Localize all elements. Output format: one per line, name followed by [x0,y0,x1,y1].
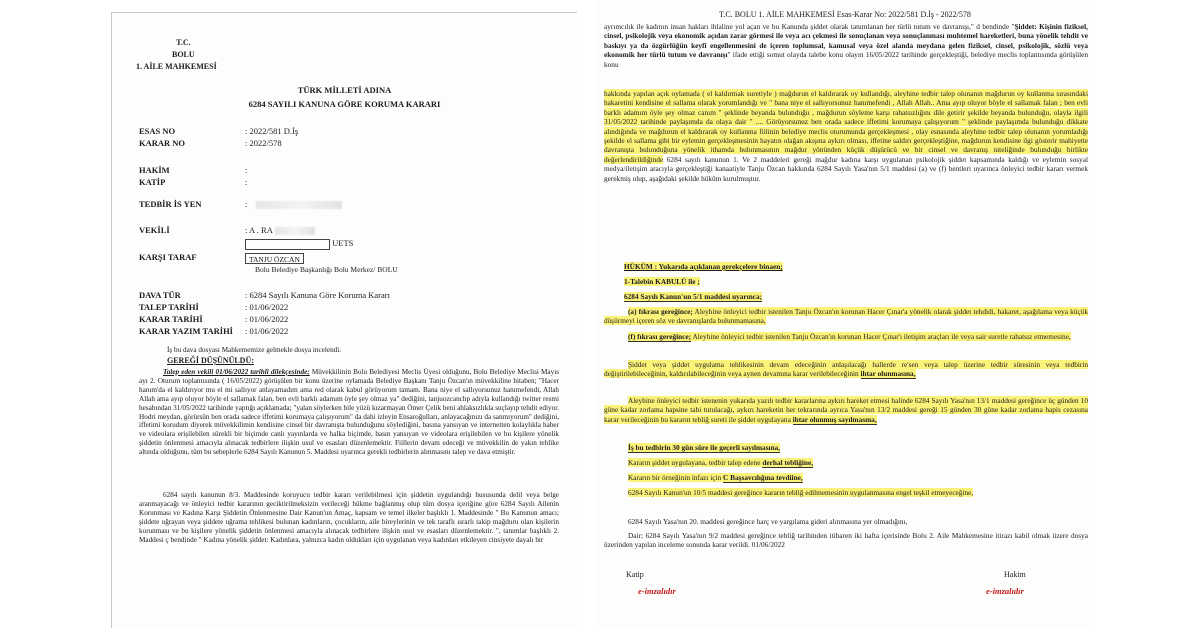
karar-row [139,138,569,149]
measure-a-lead: (a) fıkrası gereğince; [628,307,693,316]
highlighted-evaluation: hakkında yapılan açık oylamada ( el kaldırmak suretiyle ) mağdurun el kaldırarak oy kullandığı, aleyhine tedbir talep olunanın mağdurun oy kullanma sırasındaki hakaretini kendisine el sallama olarak yorumlandığı ve " bana niye el sallıyorsunuz hanımefendi , Allah Allah.. Ama ayıp oluyor böyle el sallamak falan ; ben evli barklı adamım öyle şey olmaz canım " şeklinde beyanda bulunduğu , mağdurun söyleme karşı rahatsızlığını dile getirir şekilde beyanda bulunduğu, olayla ilgili 31/05/2022 tarihinde paylaşımda da olaya dair " .... Görüyorsunuz ben orada sadece iffetimi korumaya çalışıyorum " şeklinde paylaşımda bulunduğu dikkate alındığında ve mağdurun el kaldırarak oy kullanma fiilinin belediye meclis oturumunda gerçekleşmesi , olay esnasında aleyhine tedbir talep olunanın yorumladığı şekilde el sallama gibi bir eylemin gerçekleşmesinin hayatın olağan akışına aykırı olması, iffetine saldırı gerçekleştiğine, mağdurun kendisine ilgi gösterir mahiyette davranışta bulunduğuna yönelik ithamda bulunmasının mağdur yönünden küçük düşürücü ve bir cinsel ve davranış niteliğinde bulunduğu birlikte değerlendirildiğinde [604,89,1088,164]
katip-row [139,177,569,188]
uets-row [245,238,577,250]
madde-line: 6284 Sayılı Kanun'un 5/1 maddesi uyarınca; [624,292,763,301]
measure-f [604,332,1088,341]
article-10-5-paragraph: 6284 Sayılı Kanun'un 10/5 maddesi gereğince kararın tebliğ edilmemesinin uygulanmasına engel teşkil etmeyeceğine, [628,488,974,497]
continuation-paragraph: Şiddet veya şiddet uygulama tehlikesinin devam edeceğinin anlaşılacağı hallerde re'sen veya talep üzerine tedbir süresinin veya tedbirin değiştirilebileceğinin, kaldırılabileceğinin veya aynen devamına karar verilebileceğinin ihtar olunmasına, [604,360,1088,379]
court-line-tc: T.C. [176,38,191,47]
decision-subtitle: 6284 SAYILI KANUNA GÖRE KORUMA KARARI [248,99,441,109]
karar-tarihi-label: KARAR TARİHİ [139,314,203,324]
karsi-taraf-value: TANJU ÖZCAN [245,253,304,264]
definitions-paragraph: ayrımcılık ile kadının insan hakları ihlaline yol açan ve bu Kanunda şiddet olarak tanımlanan her türlü tutum ve davranışı," d bendinde "Şiddet: Kişinin fiziksel, cinsel, psikolojik veya ekonomik açıdan zarar görmesi ile veya acı çekmesi ile sonuçlanan veya sonuçlanması muhtemel hareketleri, buna yönelik tehdit ve baskıyı ya da özgürlüğün keyfî engellenmesini de içeren toplumsal, kamusal veya özel alanda meydana gelen fiziksel, cinsel, psikolojik, sözlü veya ekonomik her türlü tutum ve davranışı" ifade ettiği somut olayda talebe konu olayın 16/05/2022 tarihinde gerçekleştiği, belediye meclis toplantısında görüşülen konu [604,22,1089,69]
karsi-taraf-label: KARŞI TARAF [139,252,197,262]
yazim-tarihi-value: : 01/06/2022 [245,326,289,336]
warning-1: ihtar olunmasına, [860,369,916,379]
esas-label: ESAS NO [139,126,176,136]
paragraph-2 [139,491,559,544]
redacted-name [256,201,342,209]
prosecutor-line: Kararın bir örneğinin infazı için C Başsavcılığına tevdiine, [628,473,803,482]
paragraph-2-body: 6284 sayılı kanunun 8/3. Maddesinde koruyucu tedbir kararı verilebilmesi için şiddetin uygulandığı hususunda delil veya belge aranmayacağı ve önleyici tedbir kararının geciktirilmeksizin verileceği hükme bağlanmış olup tüm dosya içeriğine göre 6284 Sayılı Ailenin Korunması ve Kadına Karşı Şiddetin Önlenmesine Dair Kanun'un Amaç, kapsam ve temel ilkeler başlıklı 1. Maddesinde " Bu Kanunun amacı; şiddete uğrayan veya şiddete uğrama tehlikesi bulunan kadınların, çocukların, aile bireylerinin ve tek taraflı ısrarlı takip mağduru olan kişilerin korunması ve bu kişilere yönelik şiddetin önlenmesi amacıyla alınacak tedbirlere ilişkin usul ve esasları düzenlemektir. ", tanımlar başlıklı 2. Maddesi ç bendinde " Kadına yönelik şiddet: Kadınlara, yalnızca kadın oldukları için uygulanan veya kadınları etkileyen cinsiyete dayalı bir [139,491,559,544]
redacted-uets-box [245,239,330,250]
hakim-row [139,165,569,176]
esas-value: : 2022/581 D.İş [245,126,299,136]
karsi-taraf-address: Bolu Belediye Başkanlığı Bolu Merkez/ BOLU [255,265,398,274]
talep-eden-label: TEDBİR İS YEN [139,199,202,209]
vekil-label: VEKİLİ [139,225,170,235]
vekil-row [139,225,569,236]
karar-value: : 2022/578 [245,138,282,148]
decision-page-1 [111,12,577,628]
katip-signature-label: Katip [626,570,644,579]
paragraph-1-body: Müvekkilinin Bolu Belediyesi Meclis Üyesi olduğunu, Bolu Belediye Meclisi Mayıs ayı 2. Oturum toplantısında ( 16/05/2022) görüşülen bir konu üzerine oylamada Belediye Başkanı Tanju Özcan'ın müvekkiline hitaben; "Hacer hanım'da el kaldırıyor mu el mi sallıyor anlayamadım ama red olarak kabul görüyorum tamam. Bana niye el sallıyorsunuz hanımefendi, Allah Allah ama ayıp oluyor böyle el sallamak falan, ben evli barklı adamım öyle şey olmaz ya" dediğini, tanjuozcanchp adıyla kullandığı twitter resmi hesabından 31/05/2022 tarihinde yaptığı açıklamada; "yalan söylerken bile yüzü kızarmayan Ömer Çelik beni ahlaksızlıkla suçlayıp tehdit ediyor. Hodri meydan, görürsün ben orada sadece iffetimi korumaya çalışıyorum" da dahi izleyin Ensaroğulları, anlayacağınızı da sanmıyorum" dediğini, iffetimi korudum diyerek müvekkilimin kendisine cinsel bir davranışta bulunduğunu söylediğini, basına yansıyan ve internetten kolaylıkla haber ve videolara erişilebilen sürekli bir biçimde canlı yayınlarda ve halka biçimde, basın yansıyan ve videolara erişilebilen ve bu kişilere yönelik şiddetin önlenmesi amacıyla alınacak tedbirlere ilişkin usul ve esasları düzenlemektir. Fiillerin devam edeceği ve müvekkilin de yakın tehlike altında olduğunu, tüm bu sebeplerle 6284 Sayılı Kanunun 5. Maddesi uyarınca gerekli tedbirlerin alınmasını talep ve dava etmiştir. [139,368,559,457]
measure-a-text: Aleyhine önleyici tedbir istenilen Tanju Özcan'ın korunan Hacer Çınar'a yönelik olarak şiddet tehdidi, hakaret, aşağılama veya küçük düşürmeyi içeren söz ve davranışlarda bulunmamasına, [604,307,1088,326]
redacted-lawyer [275,227,315,235]
hakim-signature-label: Hakim [1004,570,1026,579]
page-2-header: T.C. BOLU 1. AİLE MAHKEMESİ Esas-Karar No: 2022/581 D.İş - 2022/578 [719,10,971,19]
notification-line: Kararın şiddet uygulayana, tedbir talep edene derhal tebliğine, [628,458,814,467]
intro-text: İş bu dava dosyası Mahkememize gelmekle dosya incelendi. [167,346,342,354]
fees-paragraph: 6284 Sayılı Yasa'nın 20. maddesi gereğince harç ve yargılama gideri alınmasına yer olmadığını, [628,517,908,526]
uets-label: UETS [332,238,354,248]
dava-value: : 6284 Sayılı Kanuna Göre Koruma Kararı [245,290,390,300]
hakim-e-signature: e-imzalıdır [986,586,1024,596]
esas-row [139,126,569,137]
measure-a [604,307,1088,326]
prosecutor-referral: C Başsavcılığına tevdiine, [723,473,803,482]
hakim-value: : [245,165,248,175]
appeal-paragraph: Dair; 6284 Sayılı Yasa'nın 9/2 maddesi gereğince tebliğ tarihinden itibaren iki hafta içerisinde Bolu 2. Aile Mahkemesine itirazı kabil olmak üzere dosya üzerinden yapılan inceleme sonunda karar verildi. 01/06/2022 [604,531,1088,550]
immediate-notification: derhal tebliğine, [762,458,814,467]
karar-label: KARAR NO [139,138,186,148]
katip-label: KATİP [139,177,166,187]
talep-tarihi-label: TALEP TARİHİ [139,302,199,312]
measure-f-text: Aleyhine önleyici tedbir istenilen Tanju Özcan'ın korunan Hacer Çınar'ı iletişim araçları ile veya sair suretle rahatsız etmemesine, [691,332,1071,341]
court-line-name: 1. AİLE MAHKEMESİ [136,62,217,71]
hukum-heading: HÜKÜM : Yukarıda açıklanan gerekçelere binaen; [624,262,783,271]
katip-e-signature: e-imzalıdır [638,586,676,596]
hakim-label: HAKİM [139,165,170,175]
decision-title: TÜRK MİLLETİ ADINA [297,85,392,95]
measure-f-lead: (f) fıkrası gereğince; [628,332,692,341]
karar-tarihi-row [139,314,569,325]
yazim-tarihi-row [139,326,569,337]
vekil-value: : A . RA [245,225,273,235]
evaluation-paragraph [604,89,1088,183]
evaluation-conclusion: 6284 sayılı kanunun 1. Ve 2 maddeleri gereği mağdur kadına karşı uygulanan psikolojik şiddet kapsamında kaldığı ve eylemin sosyal medya/iletişim aracıyla gerçekleştiği kanaatiyle Tanju Özcan hakkında 6284 Sayılı Yasa'nın 5/1 maddesi (a) ve (f) bentleri uyarınca önleyici tedbir kararı vermek gerekmiş olup, aşağıdaki şekilde hüküm kurulmuştur. [604,154,1088,183]
karar-tarihi-value: : 01/06/2022 [245,314,289,324]
dava-row [139,290,569,301]
kabul-line: 1-Talebin KABULÜ ile ; [624,277,700,286]
karsi-taraf-row [139,252,569,264]
penalty-paragraph: Aleyhine önleyici tedbir istenenin yukarıda yazılı tedbir kararlarına aykırı hareket etmesi halinde 6284 Sayılı Yasa'nın 13/1 maddesi gereğince üç günden 10 güne kadar zorlama hapsine tabi tutulacağı, aykırı hareketin her tekrarında ayrıca Yasa'nın 13/2 maddesi gereği 15 günden 30 güne kadar zorlama hapis cezasına karar verileceğinin bu kararın tebliğ sureti ile şiddet uygulayana ihtar olunmuş sayılmasına, [604,396,1088,424]
gerekce-heading: GEREĞİ DÜŞÜNÜLDÜ: [167,356,254,365]
warning-2: ihtar olunmuş sayılmasına, [792,414,877,424]
decision-page-2 [596,0,1094,628]
duration-line: İş bu tedbirin 30 gün süre ile geçerli sayılmasına, [628,443,781,452]
violence-definition: Şiddet: Kişinin fiziksel, cinsel, psikolojik veya ekonomik açıdan zarar görmesi ile veya acı çekmesi ile sonuçlanan veya sonuçlanması muhtemel hareketleri, buna yönelik tehdit ve baskıyı ya da özgürlüğün keyfî engellenmesini de içeren toplumsal, kamusal veya özel alanda meydana gelen fiziksel, cinsel, psikolojik, sözlü veya ekonomik her türlü tutum ve davranışı [604,22,1088,60]
yazim-tarihi-label: KARAR YAZIM TARİHİ [139,326,233,336]
talep-eden-row [139,199,569,210]
talep-tarihi-value: : 01/06/2022 [245,302,289,312]
court-header [136,37,217,73]
paragraph-1 [139,368,559,457]
talep-tarihi-row [139,302,569,313]
paragraph-1-lead: Talep eden vekili 01/06/2022 tarihli dilekçesinde; [163,368,310,376]
dava-label: DAVA TÜR [139,290,181,300]
talep-eden-value: : [245,199,248,209]
katip-value: : [245,177,248,187]
court-line-city: BOLU [172,50,195,59]
